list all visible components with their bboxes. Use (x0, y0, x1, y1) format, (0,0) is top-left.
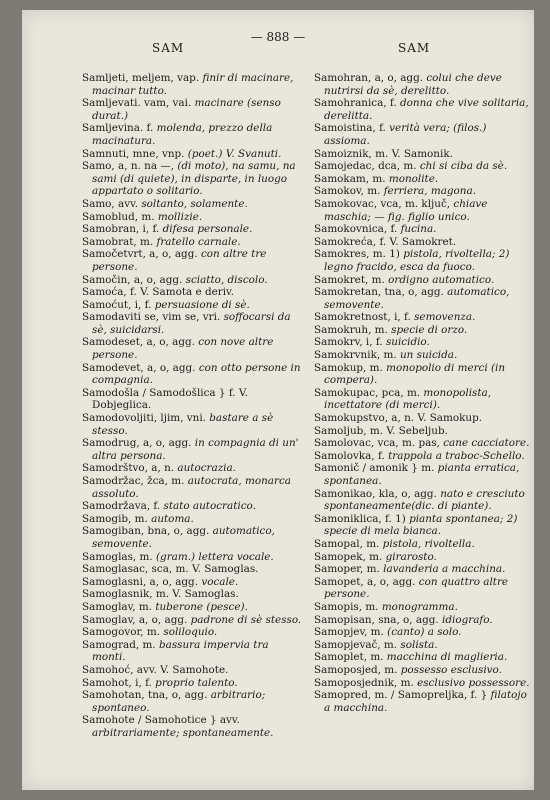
dictionary-entry (314, 626, 534, 639)
entry-definition: pistola, rivoltella; 2) legno fracido, esca da fuoco. (324, 248, 510, 273)
entry-headword: Samodržac, žca, m. (82, 475, 185, 487)
entry-headword: Samodaviti se, vim se, vri. (82, 311, 221, 324)
right-column (314, 72, 534, 714)
dictionary-entry (314, 412, 534, 425)
entry-headword: Samoniklica, f. 1) (314, 512, 406, 525)
dictionary-entry (314, 425, 534, 438)
entry-definition: automatico, semovente. (92, 525, 275, 550)
dictionary-entry (82, 563, 302, 576)
entry-definition: con nove altre persone. (92, 336, 274, 362)
entry-headword: Samokup, m. (314, 361, 383, 374)
entry-definition: con otto persone in compagnia. (92, 361, 301, 387)
entry-definition: autocrata, monarca assoluto. (92, 475, 291, 500)
entry-headword: Samodevet, a, o, agg. (82, 361, 196, 374)
dictionary-entry (82, 198, 302, 211)
dictionary-entry (314, 689, 534, 714)
dictionary-entry (314, 362, 534, 387)
entry-headword: Samohot, i, f. (82, 676, 152, 689)
dictionary-entry (82, 689, 302, 714)
dictionary-entry (82, 614, 302, 627)
dictionary-entry (314, 538, 534, 551)
dictionary-entry (314, 614, 534, 627)
entry-headword: Samogib, m. (82, 512, 148, 525)
dictionary-entry (82, 299, 302, 312)
running-head-left: SAM (152, 41, 185, 55)
entry-definition: sciatto, discolo. (185, 273, 268, 286)
entry-definition: specie di orzo. (391, 323, 468, 336)
entry-definition: monopolista, incettatore (di merci). (324, 386, 492, 412)
entry-headword: Samokovac, vca, m. ključ, (314, 197, 451, 210)
entry-headword: Samokov, m. (314, 185, 381, 198)
dictionary-entry (314, 563, 534, 576)
dictionary-entry (82, 336, 302, 361)
dictionary-entry (82, 223, 302, 236)
dictionary-entry (82, 236, 302, 249)
entry-headword: Samodošla / Samodošlica } f. V. Dobjeglica. (82, 386, 248, 412)
dictionary-entry (82, 97, 302, 122)
dictionary-entry (82, 551, 302, 564)
dictionary-entry (314, 387, 534, 412)
dictionary-entry (82, 362, 302, 387)
entry-definition: ordigno automatico. (388, 273, 495, 286)
dictionary-entry (82, 211, 302, 224)
entry-definition: (canto) a solo. (387, 626, 462, 639)
left-column (82, 72, 302, 739)
entry-headword: Samohran, a, o, agg. (314, 72, 424, 84)
dictionary-entry (314, 651, 534, 664)
entry-definition: difesa personale. (162, 223, 253, 236)
dictionary-entry (82, 248, 302, 273)
entry-headword: Samopis, m. (314, 600, 379, 613)
dictionary-entry (82, 576, 302, 589)
dictionary-entry (82, 475, 302, 500)
entry-definition: macchina di maglieria. (386, 651, 508, 664)
entry-headword: Samokupac, pca, m. (314, 386, 421, 399)
entry-headword: Samogiban, bna, o, agg. (82, 525, 210, 538)
entry-headword: Samoistina, f. (314, 122, 386, 135)
dictionary-entry (82, 664, 302, 677)
entry-definition: pianta erratica, spontanea. (324, 462, 520, 487)
dictionary-entry (82, 387, 302, 412)
entry-headword: Samnuti, mne, vnp. (82, 147, 185, 160)
entry-definition: con altre tre persone. (92, 248, 267, 273)
entry-headword: Samolovka, f. (314, 449, 385, 462)
entry-headword: Samočin, a, o, agg. (82, 273, 183, 286)
entry-definition: automa. (151, 512, 194, 525)
entry-definition: fucina. (400, 223, 437, 236)
entry-headword: Samobrat, m. (82, 235, 154, 248)
entry-headword: Samogovor, m. (82, 626, 161, 639)
entry-headword: Samoćut, i, f. (82, 298, 152, 311)
dictionary-entry (82, 412, 302, 437)
dictionary-entry (314, 185, 534, 198)
entry-definition: arbitrariamente; spontaneamente. (92, 726, 274, 739)
dictionary-entry (314, 160, 534, 173)
entry-headword: Samobran, i, f. (82, 223, 160, 236)
entry-definition: arbitrario; spontaneo. (92, 689, 266, 714)
dictionary-entry (82, 72, 302, 97)
dictionary-entry (82, 122, 302, 147)
dictionary-entry (314, 462, 534, 487)
entry-definition: possesso esclusivo. (400, 663, 502, 676)
dictionary-entry (314, 576, 534, 601)
dictionary-entry (82, 588, 302, 601)
entry-definition: (di moto), na samu, na sami (di quiete), in disparte, in luogo appartato o solitario. (92, 160, 296, 198)
dictionary-entry (314, 223, 534, 236)
entry-headword: Samoblud, m. (82, 210, 155, 223)
entry-definition: persuasione di sè. (154, 298, 250, 311)
entry-headword: Samokam, m. (314, 172, 386, 185)
entry-definition: verità vera; (filos.) assioma. (324, 122, 487, 147)
entry-headword: Samoper, m. (314, 563, 380, 576)
entry-headword: Samoposjed, m. (314, 663, 398, 676)
dictionary-entry (314, 349, 534, 362)
entry-headword: Samonič / amonik } m. (314, 462, 435, 475)
entry-definition: soffocarsi da sè, suicidarsi. (92, 311, 291, 336)
entry-definition: pianta spontanea; 2) specie di mela bianca. (324, 512, 518, 538)
entry-definition: esclusivo possessore. (417, 676, 530, 689)
dictionary-entry (314, 173, 534, 186)
entry-definition: solista. (400, 638, 438, 651)
entry-definition: proprio talento. (155, 676, 238, 689)
entry-headword: Samo, a, n. na —, (82, 160, 175, 173)
dictionary-page (22, 10, 534, 790)
dictionary-entry (314, 450, 534, 463)
entry-headword: Samokretnost, i, f. (314, 311, 411, 324)
entry-headword: Samoplet, m. (314, 651, 384, 664)
entry-definition: tuberone (pesce). (155, 600, 248, 613)
entry-headword: Samoglav, a, o, agg. (82, 613, 188, 626)
entry-definition: girarosto. (385, 550, 437, 563)
entry-headword: Samohranica, f. (314, 97, 397, 110)
dictionary-entry (314, 551, 534, 564)
entry-headword: Samoglas, m. (82, 550, 153, 563)
dictionary-entry (82, 525, 302, 550)
entry-headword: Samograd, m. (82, 638, 156, 651)
dictionary-entry (314, 122, 534, 147)
entry-headword: Samopjevač, m. (314, 638, 398, 651)
entry-headword: Samohotan, tna, o, agg. (82, 689, 208, 702)
dictionary-entry (314, 601, 534, 614)
entry-headword: Samljevina. f. (82, 122, 154, 135)
entry-definition: finir di macinare, macinar tutto. (92, 72, 294, 97)
dictionary-entry (314, 72, 534, 97)
dictionary-entry (314, 336, 534, 349)
entry-definition: chi si ciba da sè. (419, 160, 508, 173)
entry-definition: mollizie. (157, 210, 203, 223)
entry-definition: con quattro altre persone. (324, 575, 509, 601)
dictionary-entry (82, 462, 302, 475)
entry-headword: Samoglasni, a, o, agg. (82, 575, 199, 588)
entry-definition: lavanderia a macchina. (383, 563, 506, 576)
entry-headword: Samodovoljiti, ljim, vni. (82, 412, 206, 425)
entry-headword: Samopal, m. (314, 537, 380, 550)
entry-definition: (poet.) V. Svanuti. (187, 147, 282, 160)
page-number: — 888 — (250, 30, 306, 44)
entry-headword: Samoća, f. V. Samota e deriv. (82, 286, 234, 299)
dictionary-entry (314, 488, 534, 513)
entry-headword: Samokres, m. 1) (314, 248, 400, 261)
entry-headword: Samoglasnik, m. V. Samoglas. (82, 588, 239, 601)
dictionary-entry (82, 286, 302, 299)
entry-headword: Samodeset, a, o, agg. (82, 336, 195, 349)
entry-definition: bassura impervia tra monti. (92, 638, 269, 664)
dictionary-entry (82, 500, 302, 513)
dictionary-entry (314, 274, 534, 287)
entry-definition: monogramma. (381, 600, 458, 613)
entry-headword: Samopjev, m. (314, 626, 384, 639)
page-header (22, 10, 534, 68)
running-head-right: SAM (398, 41, 431, 55)
dictionary-entry (82, 639, 302, 664)
entry-headword: Samoiznik, m. V. Samonik. (314, 147, 453, 160)
entry-headword: Samohoć, avv. V. Samohote. (82, 663, 229, 676)
dictionary-entry (314, 324, 534, 337)
dictionary-entry (82, 274, 302, 287)
entry-definition: padrone di sè stesso. (190, 613, 302, 626)
dictionary-entry (314, 677, 534, 690)
entry-headword: Samljevati. vam, vai. (82, 97, 192, 110)
entry-headword: Samoglav, m. (82, 600, 152, 613)
entry-definition: soliloquio. (163, 626, 218, 639)
dictionary-entry (82, 311, 302, 336)
dictionary-entry (82, 601, 302, 614)
entry-headword: Samokreća, f. V. Samokret. (314, 235, 457, 248)
entry-definition: trappola a traboc-Schello. (388, 449, 525, 462)
entry-headword: Samokret, m. (314, 273, 385, 286)
entry-headword: Samočetvrt, a, o, agg. (82, 248, 198, 261)
entry-headword: Samohote / Samohotice } avv. (82, 714, 240, 727)
entry-headword: Samo, avv. (82, 197, 139, 210)
entry-headword: Samojedac, dca, m. (314, 160, 417, 173)
entry-headword: Samopet, a, o, agg. (314, 575, 416, 588)
entry-headword: Samopisan, sna, o, agg. (314, 613, 439, 626)
entry-headword: Samonikao, kla, o, agg. (314, 487, 437, 500)
dictionary-entry (82, 677, 302, 690)
entry-definition: idiografo. (442, 613, 493, 626)
entry-definition: fratello carnale. (156, 235, 241, 248)
entry-definition: monolite. (388, 172, 439, 185)
entry-headword: Samoposjednik, m. (314, 676, 414, 689)
dictionary-entry (314, 513, 534, 538)
entry-definition: monopolio di merci (in compera). (324, 361, 506, 387)
entry-headword: Samokrvnik, m. (314, 349, 397, 362)
entry-definition: molenda, prezzo della macinatura. (92, 122, 273, 147)
entry-definition: stato autocratico. (163, 500, 256, 513)
dictionary-entry (314, 236, 534, 249)
dictionary-entry (314, 97, 534, 122)
entry-headword: Samoglasac, sca, m. V. Samoglas. (82, 563, 259, 576)
dictionary-entry (314, 639, 534, 652)
dictionary-entry (314, 148, 534, 161)
entry-headword: Samoljub, m. V. Sebeljub. (314, 424, 448, 437)
entry-definition: cane cacciatore. (443, 437, 530, 450)
entry-definition: filatojo a macchina. (324, 689, 527, 714)
entry-headword: Samljeti, meljem, vap. (82, 72, 200, 84)
entry-headword: Samokruh, m. (314, 323, 388, 336)
dictionary-entry (314, 286, 534, 311)
entry-headword: Samolovac, vca, m. pas, (314, 437, 440, 450)
dictionary-entry (314, 664, 534, 677)
entry-headword: Samokupstvo, a, n. V. Samokup. (314, 412, 483, 425)
dictionary-entry (314, 248, 534, 273)
entry-headword: Samokrv, i, f. (314, 336, 383, 349)
dictionary-entry (314, 198, 534, 223)
entry-definition: chiave maschia; — fig. figlio unico. (324, 197, 488, 223)
dictionary-entry (314, 437, 534, 450)
entry-headword: Samodrštvo, a, n. (82, 462, 175, 475)
dictionary-entry (82, 148, 302, 161)
entry-definition: un suicida. (399, 349, 458, 362)
dictionary-entry (82, 513, 302, 526)
entry-definition: (gram.) lettera vocale. (156, 550, 274, 563)
dictionary-entry (82, 626, 302, 639)
entry-definition: pistola, rivoltella. (382, 537, 475, 550)
entry-definition: suicidio. (385, 336, 430, 349)
dictionary-entry (314, 311, 534, 324)
entry-definition: vocale. (201, 575, 239, 588)
entry-headword: Samokretan, tna, o, agg. (314, 286, 444, 299)
entry-definition: nato e cresciuto spontaneamente(dic. di piante). (324, 487, 525, 513)
entry-definition: autocrazia. (177, 462, 236, 475)
entry-headword: Samokovnica, f. (314, 223, 398, 236)
entry-headword: Samopred, m. / Samopreljka, f. } (314, 689, 488, 702)
entry-definition: ferriera, magona. (383, 185, 477, 198)
entry-headword: Samodržava, f. (82, 500, 161, 513)
entry-headword: Samodrug, a, o, agg. (82, 437, 192, 450)
dictionary-entry (82, 160, 302, 198)
dictionary-entry (82, 714, 302, 739)
entry-definition: bastare a sè stesso. (92, 412, 274, 437)
entry-definition: semovenza. (414, 311, 476, 324)
entry-definition: donna che vive solitaria, derelitta. (324, 97, 529, 122)
entry-headword: Samopek, m. (314, 550, 383, 563)
entry-definition: macinare (senso durat.) (92, 97, 281, 122)
entry-definition: colui che deve nutrirsi da sè, derelitto. (324, 72, 502, 97)
dictionary-entry (82, 437, 302, 462)
entry-definition: automatico, semovente. (324, 286, 510, 311)
entry-definition: in compagnia di un' altra persona. (92, 437, 299, 462)
entry-definition: soltanto, solamente. (141, 197, 248, 210)
